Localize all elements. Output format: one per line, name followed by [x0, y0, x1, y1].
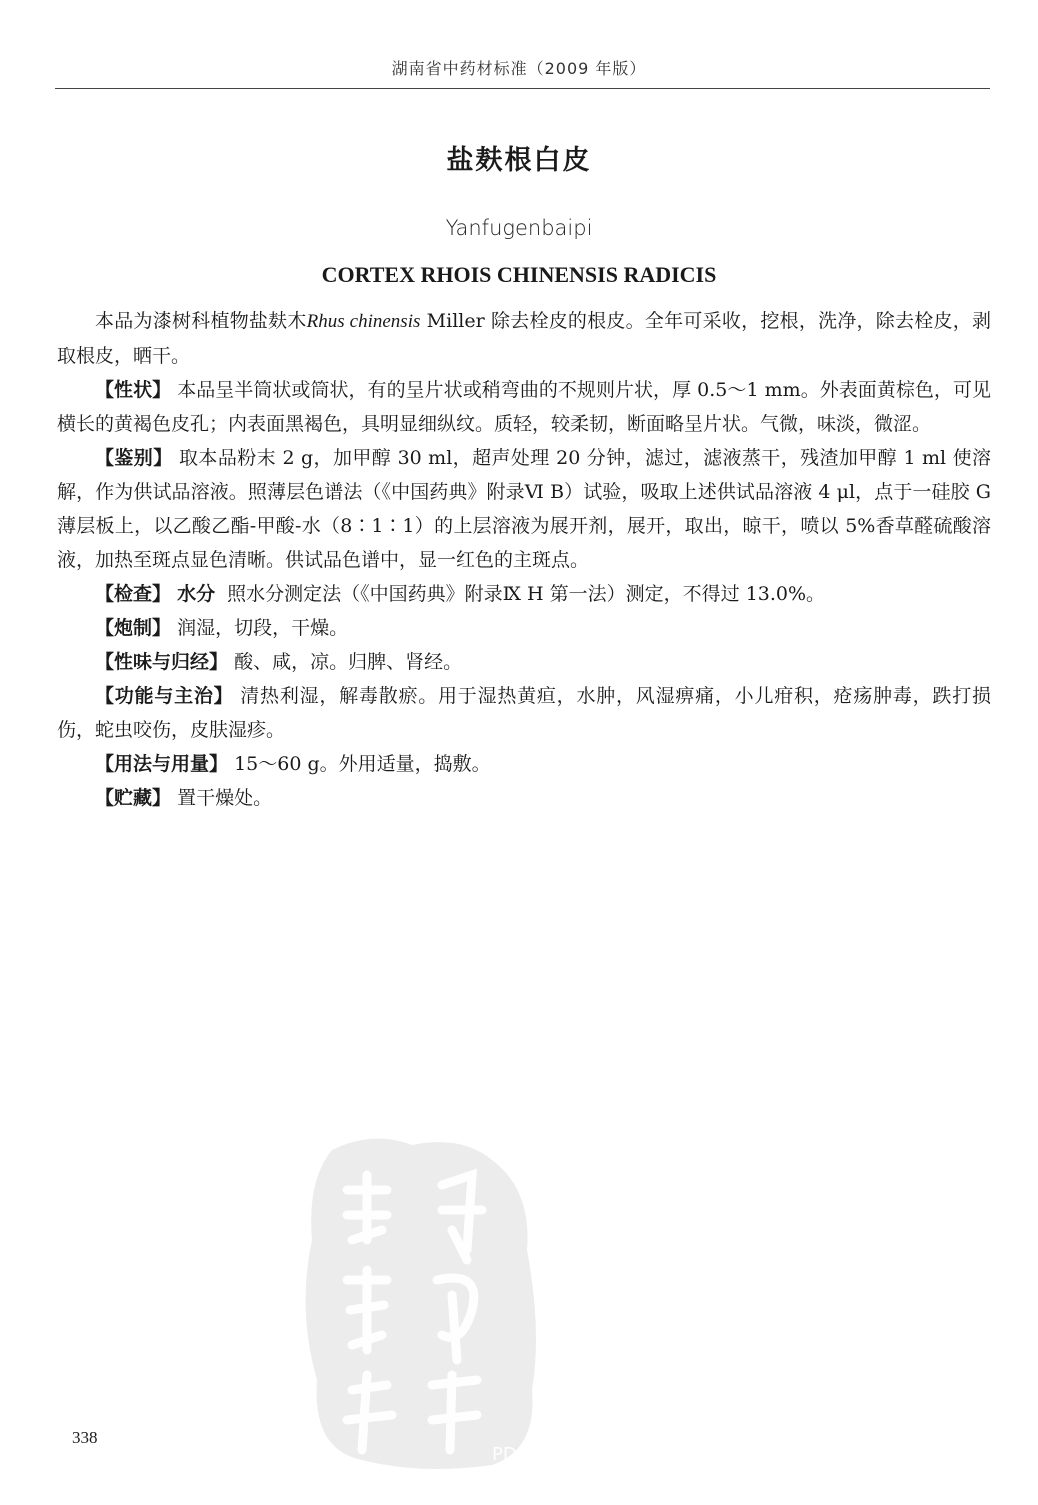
intro-paragraph: 本品为漆树科植物盐麸木Rhus chinensis Miller 除去栓皮的根皮。全年可采收，挖根，洗净，除去栓皮，剥取根皮，晒干。 [57, 310, 992, 367]
section-gongneng: 【功能与主治】 清热利湿，解毒散瘀。用于湿热黄疸，水肿，风湿痹痛，小儿疳积，疮疡肿毒，跌打损伤，蛇虫咬伤，皮肤湿疹。 [57, 685, 991, 741]
header-rule [55, 88, 990, 89]
section-label: 【用法与用量】 [95, 753, 229, 775]
monograph-body [57, 304, 991, 815]
section-label: 【炮制】 [95, 617, 172, 639]
section-jiancha: 【检查】 水分 照水分测定法（《中国药典》附录Ⅸ H 第一法）测定，不得过 13.0%。 [95, 583, 826, 605]
section-label: 【检查】 [95, 583, 172, 605]
section-label: 【性状】 [95, 379, 172, 401]
section-xingwei: 【性味与归经】 酸、咸，凉。归脾、肾经。 [95, 651, 463, 673]
section-paozhi: 【炮制】 润湿，切段，干燥。 [95, 617, 349, 639]
watermark-tag: PDG [492, 1444, 531, 1465]
species-name: Rhus chinensis [306, 311, 421, 332]
section-label: 【贮藏】 [95, 787, 172, 809]
section-xingzhuang: 【性状】 本品呈半筒状或筒状，有的呈片状或稍弯曲的不规则片状，厚 0.5～1 mm。外表面黄棕色，可见横长的黄褐色皮孔；内表面黑褐色，具明显细纵纹。质轻，较柔韧，断面略呈片状。气微，味淡，微涩。 [57, 379, 991, 435]
section-label: 【性味与归经】 [95, 651, 229, 673]
latin-title: CORTEX RHOIS CHINENSIS RADICIS [321, 262, 717, 287]
watermark-seal [292, 1130, 552, 1470]
running-header: 湖南省中药材标准（2009 年版） [391, 59, 647, 78]
section-label: 【功能与主治】 [95, 685, 234, 707]
section-zhucang: 【贮藏】 置干燥处。 [95, 787, 273, 809]
page-title: 盐麸根白皮 [446, 145, 592, 176]
subsection-label: 水分 [177, 583, 216, 605]
section-label: 【鉴别】 [95, 447, 173, 469]
pinyin-title: Yanfugenbaipi [445, 216, 593, 240]
section-jianbie: 【鉴别】 取本品粉末 2 g，加甲醇 30 ml，超声处理 20 分钟，滤过，滤液蒸干，残渣加甲醇 1 ml 使溶解，作为供试品溶液。照薄层色谱法（《中国药典》附录Ⅵ B）试验，吸取上述供试品溶液 4 μl，点于一硅胶 G 薄层板上，以乙酸乙酯-甲酸-水（8∶1∶1）的上层溶液为展开剂，展开，取出，晾干，喷以 5%香草醛硫酸溶液，加热至斑点显色清晰。供试品色谱中，显一红色的主斑点。 [57, 447, 991, 571]
page-number: 338 [72, 1428, 98, 1447]
section-yongfa: 【用法与用量】 15～60 g。外用适量，捣敷。 [95, 753, 491, 775]
